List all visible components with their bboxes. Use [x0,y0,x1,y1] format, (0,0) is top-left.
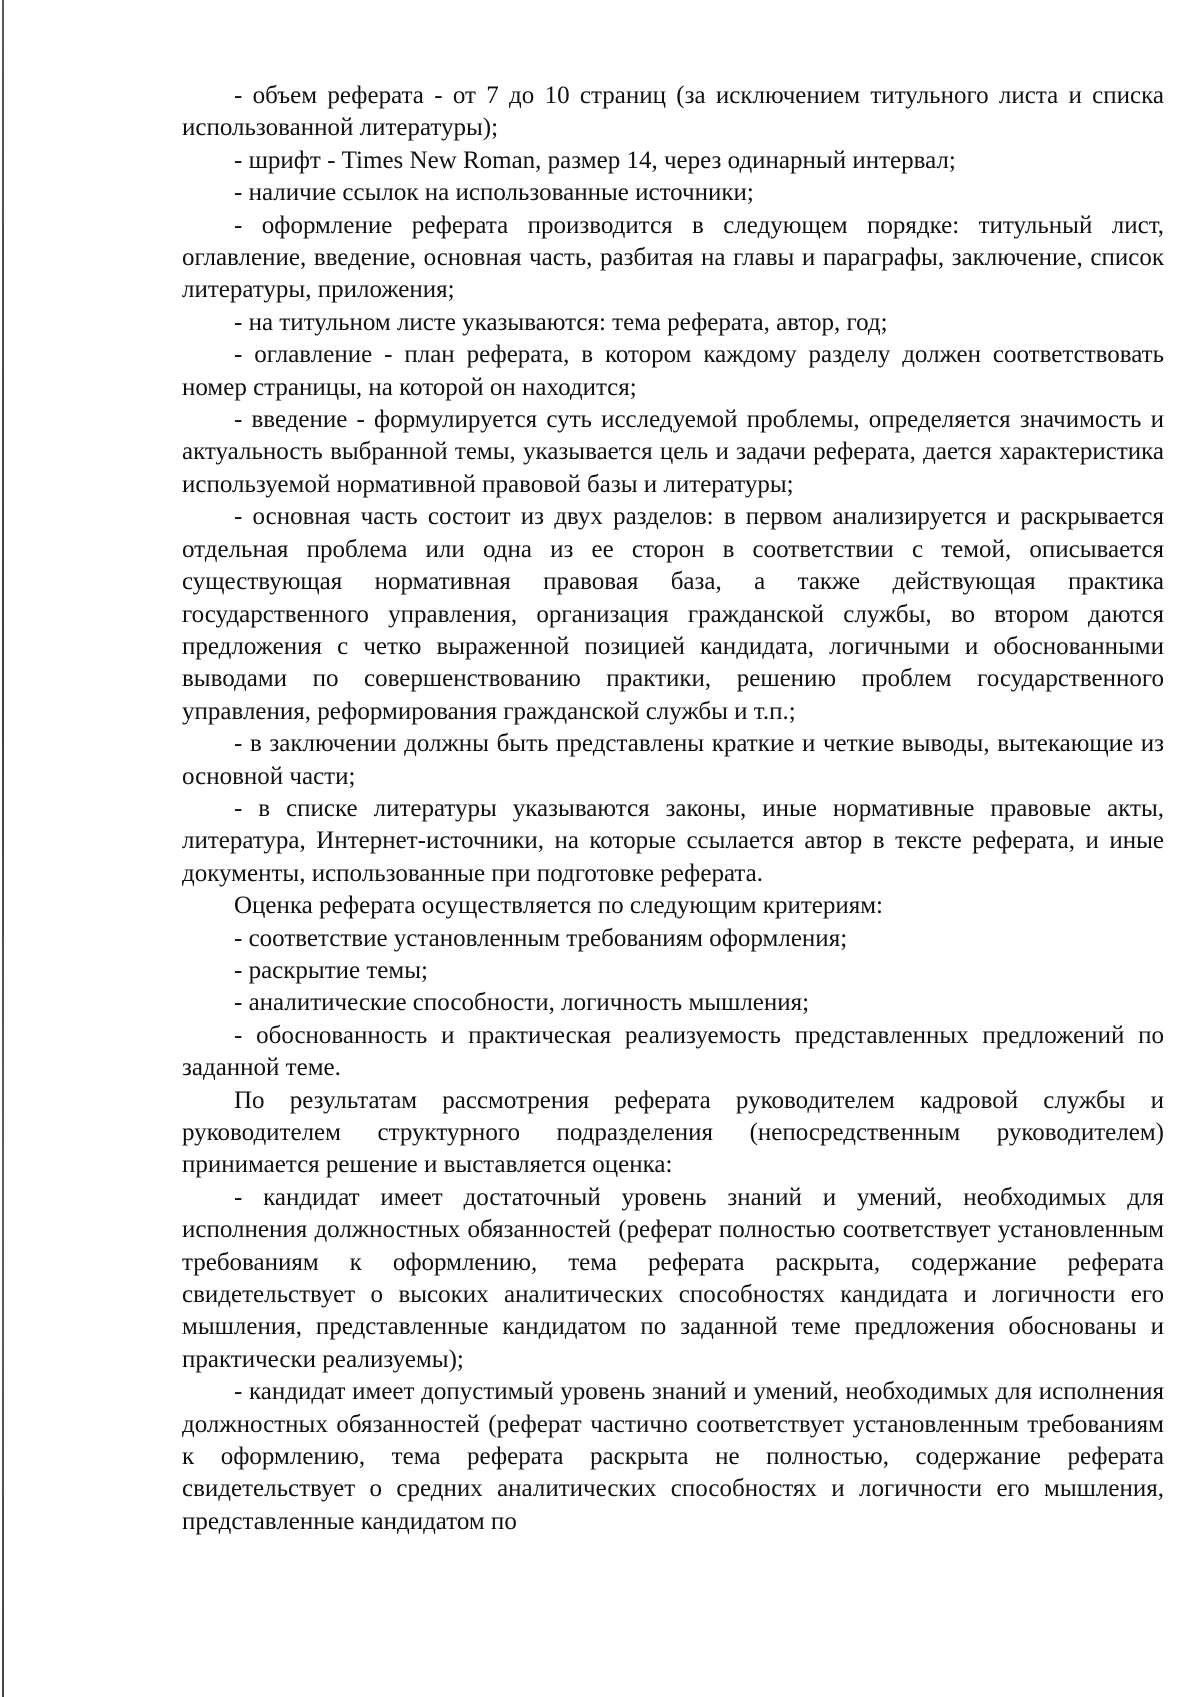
paragraph-bibliography: - в списке литературы указываются законы, иные нормативные правовые акты, литература, Интернет-источники, на которые ссылается автор в тексте реферата, и иные документы, использованные при подготовке реферата. [182,794,1164,887]
paragraph-results-intro: По результатам рассмотрения реферата руководителем кадровой службы и руководителем структурного подразделения (непосредственным руководителем) принимается решение и выставляется оценка: [182,1086,1164,1179]
paragraph-main-part: - основная часть состоит из двух разделов: в первом анализируется и раскрывается отдельная проблема или одна из ее сторон в соответствии с темой, описывается существующая нормативная правовая база, а также действующая практика государственного управления, организация гражданской службы, во втором даются предложения с четко выраженной позицией кандидата, логичными и обоснованными выводами по совершенствованию практики, решению проблем государственного управления, реформирования гражданской службы и т.п.; [182,503,1164,725]
paragraph-contents: - оглавление - план реферата, в котором каждому разделу должен соответствовать номер страницы, на которой он находится; [182,341,1164,401]
paragraph-references: - наличие ссылок на использованные источники; [234,179,754,207]
paragraph-criteria-intro: Оценка реферата осуществляется по следующим критериям: [234,892,883,920]
paragraph-volume: - объем реферата - от 7 до 10 страниц (за исключением титульного листа и списка использованной литературы); [182,82,1164,142]
paragraph-criteria-analytics: - аналитические способности, логичность мышления; [234,989,810,1017]
paragraph-title-page: - на титульном листе указываются: тема реферата, автор, год; [234,308,888,336]
paragraph-introduction: - введение - формулируется суть исследуемой проблемы, определяется значимость и актуальность выбранной темы, указывается цель и задачи реферата, дается характеристика используемой нормативной правовой базы и литературы; [182,406,1164,498]
paragraph-grade-acceptable: - кандидат имеет допустимый уровень знаний и умений, необходимых для исполнения должностных обязанностей (реферат частично соответствует установленным требованиям к оформлению, тема реферата раскрыта не полностью, содержание реферата свидетельствует о средних аналитических способностях и логичности его мышления, представленные кандидатом по [182,1378,1164,1535]
paragraph-font: - шрифт - Times New Roman, размер 14, через одинарный интервал; [234,146,956,174]
scan-edge-line [2,0,4,1697]
document-page [182,80,1164,1538]
paragraph-criteria-topic: - раскрытие темы; [234,956,428,984]
paragraph-criteria-feasibility: - обоснованность и практическая реализуемость представленных предложений по заданной теме. [182,1021,1164,1082]
paragraph-order: - оформление реферата производится в следующем порядке: титульный лист, оглавление, введение, основная часть, разбитая на главы и параграфы, заключение, список литературы, приложения; [182,211,1164,304]
paragraph-grade-sufficient: - кандидат имеет достаточный уровень знаний и умений, необходимых для исполнения должностных обязанностей (реферат полностью соответствует установленным требованиям к оформлению, тема реферата раскрыта, содержание реферата свидетельствует о высоких аналитических способностях кандидата и логичности его мышления, представленные кандидатом по заданной теме предложения обоснованы и практически реализуемы); [182,1183,1164,1373]
paragraph-criteria-formatting: - соответствие установленным требованиям оформления; [234,924,848,952]
paragraph-conclusion: - в заключении должны быть представлены краткие и четкие выводы, вытекающие из основной части; [182,730,1164,790]
